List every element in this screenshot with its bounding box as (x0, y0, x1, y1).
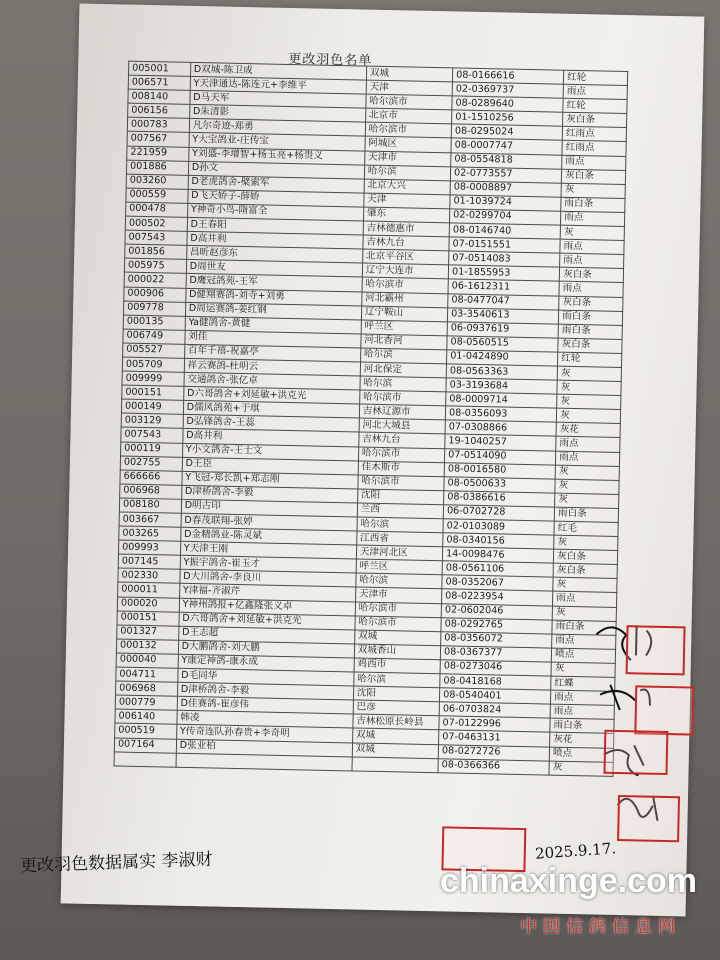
feather-color-cell: 雨白条 (552, 620, 616, 635)
band-id-cell: 08-0289640 (452, 96, 563, 112)
feather-color-cell: 灰 (555, 493, 619, 508)
owner-name-cell: D高井利 (187, 231, 363, 249)
ring-number-cell: 000783 (127, 117, 189, 132)
ring-number-cell: 221959 (127, 146, 189, 161)
ring-number-cell: 005709 (122, 357, 184, 372)
ring-number-cell: 000135 (123, 315, 185, 330)
owner-name-cell: D高井利 (182, 429, 358, 447)
ring-number-cell: 002330 (118, 568, 180, 583)
band-id-cell: 08-0561106 (442, 561, 553, 577)
ring-number-cell: 000478 (126, 202, 188, 217)
region-cell: 巴彦 (353, 700, 440, 716)
feather-color-cell: 雨点 (552, 634, 616, 649)
owner-name-cell: D王臣 (182, 457, 358, 475)
feather-color-cell: 灰 (554, 535, 618, 550)
owner-name-cell: Y天津通达-陈连元+李维平 (190, 76, 366, 94)
feather-color-cell: 喷点 (549, 747, 613, 762)
band-id-cell: 06-1612311 (448, 279, 559, 295)
band-id-cell: 08-0008897 (450, 181, 561, 197)
ring-number-cell: 009778 (123, 301, 185, 316)
region-cell (352, 757, 439, 773)
feather-color-cell: 雨点 (553, 592, 617, 607)
band-id-cell: 07-0122996 (439, 716, 550, 732)
owner-name-cell: D王志超 (178, 626, 354, 644)
owner-name-cell: Y康定神鸽-康永成 (178, 654, 354, 672)
owner-name-cell: 交通鸽舍-张亿卓 (184, 372, 360, 390)
ring-number-cell: 001327 (117, 625, 179, 640)
feather-color-cell: 雨点 (562, 155, 626, 170)
region-cell: 兰西 (357, 503, 444, 519)
feather-color-cell: 灰白条 (553, 563, 617, 578)
footer-date: 2025.9.17. (534, 839, 617, 863)
feather-color-cell: 灰 (555, 465, 619, 480)
region-cell: 呼兰区 (356, 559, 443, 575)
owner-name-cell: D毛同华 (177, 668, 353, 686)
region-cell: 天津 (366, 80, 453, 96)
feather-color-cell: 雨点 (550, 690, 614, 705)
ring-number-cell: 009993 (118, 540, 180, 555)
ring-number-cell: 003260 (126, 174, 188, 189)
owner-name-cell: D朱清影 (189, 105, 365, 123)
ring-number-cell: 007164 (114, 737, 176, 752)
region-cell: 哈尔滨市 (359, 390, 446, 406)
feather-color-cell: 雨点 (559, 282, 623, 297)
owner-name-cell: Y津福-齐淑芹 (179, 584, 355, 602)
owner-name-cell: D周世友 (186, 260, 362, 278)
region-cell: 哈尔滨市 (355, 602, 442, 618)
region-cell: 天津河北区 (356, 545, 443, 561)
owner-name-cell: D王春阳 (187, 217, 363, 235)
region-cell: 哈尔滨市 (358, 475, 445, 491)
owner-name-cell: 韩凌 (177, 711, 353, 729)
owner-name-cell: 刘佳 (185, 330, 361, 348)
region-cell: 哈尔滨 (364, 165, 451, 181)
band-id-cell: 08-0500633 (444, 477, 555, 493)
owner-name-cell: 祥云赛鸽-杜明云 (184, 358, 360, 376)
region-cell: 肇东 (363, 207, 450, 223)
band-id-cell: 06-0702728 (443, 505, 554, 521)
ring-number-cell: 007567 (127, 132, 189, 147)
region-cell: 北京大兴 (364, 179, 451, 195)
ring-number-cell: 005527 (123, 343, 185, 358)
region-cell: 哈尔滨市 (362, 277, 449, 293)
region-cell: 哈尔滨市 (358, 447, 445, 463)
band-id-cell: 08-0554818 (451, 152, 562, 168)
region-cell: 北京平谷区 (362, 249, 449, 265)
ring-number-cell: 000151 (117, 611, 179, 626)
ring-number-cell: 008140 (128, 89, 190, 104)
owner-name-cell: Y神奇小鸟-隋富全 (187, 203, 363, 221)
owner-name-cell: Y神州鸽报+亿鑫隆张义卓 (179, 598, 355, 616)
band-id-cell: 08-0386616 (444, 491, 555, 507)
document-sheet (61, 4, 705, 917)
owner-name-cell: Y传奇连队孙春贵+李奇明 (176, 725, 352, 743)
region-cell: 哈尔滨 (357, 517, 444, 533)
owner-name-cell: D金精鸽业-陈灵斌 (180, 527, 356, 545)
region-cell: 哈尔滨 (360, 348, 447, 364)
region-cell: 辽宁大连市 (362, 263, 449, 279)
region-cell: 江西省 (356, 531, 443, 547)
region-cell: 辽宁鞍山 (361, 306, 448, 322)
feather-color-cell: 灰 (551, 662, 615, 677)
feather-color-cell: 雨白条 (550, 718, 614, 733)
band-id-cell: 02-0299704 (450, 209, 561, 225)
ring-number-cell: 005001 (129, 61, 191, 76)
feather-color-cell: 雨白条 (561, 197, 625, 212)
region-cell: 河北霸州 (361, 292, 448, 308)
ring-number-cell: 005975 (124, 258, 186, 273)
owner-name-cell: 昌昕赵彦东 (186, 246, 362, 264)
feather-color-cell: 灰 (555, 479, 619, 494)
region-cell: 鸡西市 (354, 658, 441, 674)
region-cell: 双城 (352, 728, 439, 744)
band-id-cell: 08-0016580 (444, 462, 555, 478)
owner-name-cell: Y大宝鸽业-庄传宝 (189, 133, 365, 151)
band-id-cell: 08-0272726 (438, 744, 549, 760)
ring-number-cell: 006571 (128, 75, 190, 90)
region-cell: 沈阳 (353, 686, 440, 702)
owner-name-cell: 百年千禧-祝嘉亭 (184, 344, 360, 362)
ring-number-cell: 000502 (125, 216, 187, 231)
ring-number-cell: 003265 (119, 526, 181, 541)
band-id-cell: 06-0703824 (439, 702, 550, 718)
band-id-cell: 07-0308866 (445, 420, 556, 436)
ring-number-cell: 002755 (120, 456, 182, 471)
owner-name-cell: D飞天娇子-薛娇 (188, 189, 364, 207)
watermark-domain: chinaxinge.com (440, 862, 697, 900)
band-id-cell: 06-0937619 (447, 322, 558, 338)
band-id-cell: 08-0356072 (441, 632, 552, 648)
feather-color-cell: 雨白条 (554, 507, 618, 522)
feather-color-cell: 雨点 (560, 239, 624, 254)
red-stamp (617, 795, 680, 842)
feather-color-cell: 灰白条 (559, 296, 623, 311)
band-id-cell: 01-1510256 (452, 110, 563, 126)
feather-color-cell: 雨点 (550, 704, 614, 719)
owner-name-cell: D六哥鸽舍+刘延敏+洪克光 (183, 386, 359, 404)
feather-color-cell: 红雨点 (562, 141, 626, 156)
region-cell: 吉林辽源市 (359, 404, 446, 420)
ring-number-cell: 008180 (119, 498, 181, 513)
region-cell: 阿城区 (365, 137, 452, 153)
region-cell: 呼兰区 (361, 320, 448, 336)
feather-color-cell: 灰 (560, 225, 624, 240)
red-stamp (626, 625, 686, 675)
band-id-cell: 08-0340156 (443, 533, 554, 549)
ring-number-cell: 006968 (116, 681, 178, 696)
feather-color-cell: 红毛 (554, 521, 618, 536)
owner-name-cell: D春茂联翔-张婷 (181, 513, 357, 531)
region-cell: 吉林九台 (363, 235, 450, 251)
feather-color-cell: 雨点 (563, 84, 627, 99)
band-id-cell: 14-0098476 (442, 547, 553, 563)
ring-number-cell: 000011 (118, 582, 180, 597)
owner-name-cell: D明古印 (181, 499, 357, 517)
ring-number-cell: 000779 (115, 695, 177, 710)
band-id-cell: 02-0369737 (452, 82, 563, 98)
ring-number-cell: 006968 (120, 484, 182, 499)
owner-name-cell: D鹰冠鸽苑-王军 (186, 274, 362, 292)
owner-name-cell (176, 753, 352, 771)
region-cell: 哈尔滨市 (366, 94, 453, 110)
region-cell: 双城香山 (354, 644, 441, 660)
owner-name-cell: Y刘盛-李增智+杨玉亮+杨贵义 (188, 147, 364, 165)
feather-color-cell: 红轮 (558, 352, 622, 367)
band-id-cell: 07-0463131 (439, 730, 550, 746)
band-id-cell: 03-3193684 (446, 378, 557, 394)
red-stamp (634, 685, 694, 735)
feather-color-cell: 雨点 (556, 437, 620, 452)
band-id-cell: 08-0560515 (447, 336, 558, 352)
owner-name-cell: D孙文 (188, 161, 364, 179)
feather-color-cell: 灰花 (550, 732, 614, 747)
band-id-cell: 02-0602046 (441, 603, 552, 619)
ring-number-cell: 006749 (123, 329, 185, 344)
owner-name-cell: D津桥鸽舍-李毅 (177, 682, 353, 700)
region-cell: 河北大城县 (359, 418, 446, 434)
band-id-cell: 08-0352067 (442, 575, 553, 591)
ring-number-cell: 000040 (116, 653, 178, 668)
feather-color-cell: 雨点 (560, 253, 624, 268)
ring-number-cell: 000559 (126, 188, 188, 203)
band-id-cell: 08-0540401 (440, 688, 551, 704)
region-cell: 吉林九台 (358, 432, 445, 448)
ring-number-cell: 000119 (121, 442, 183, 457)
watermark-cn: 中国信鸽信息网 (520, 917, 681, 937)
owner-name-cell: D大川鸽舍-李良川 (180, 570, 356, 588)
region-cell: 哈尔滨市 (365, 122, 452, 138)
owner-name-cell: D六哥鸽舍+刘延敏+洪克光 (179, 612, 355, 630)
owner-name-cell: D大鹏鸽舍-刘大鹏 (178, 640, 354, 658)
ring-number-cell: 004711 (116, 667, 178, 682)
ring-number-cell: 007543 (125, 230, 187, 245)
feather-color-cell: 灰 (557, 366, 621, 381)
band-id-cell: 02-0773557 (450, 167, 561, 183)
owner-name-cell: D健翔赛鸽-刘寺+刘勇 (185, 288, 361, 306)
band-id-cell: 08-0295024 (451, 124, 562, 140)
ring-number-cell: 006140 (115, 709, 177, 724)
ring-number-cell: 666666 (120, 470, 182, 485)
feather-color-cell: 灰 (557, 394, 621, 409)
feather-color-cell: 喷点 (551, 648, 615, 663)
ring-number-cell: 001856 (125, 244, 187, 259)
feather-color-cell: 红雨点 (562, 127, 626, 142)
owner-name-cell: D双城-陈卫成 (190, 62, 366, 80)
band-id-cell: 07-0151551 (449, 237, 560, 253)
region-cell: 沈阳 (357, 489, 444, 505)
band-id-cell: 08-0366366 (438, 758, 549, 774)
band-id-cell: 07-0514090 (445, 448, 556, 464)
ring-number-cell: 009999 (122, 371, 184, 386)
owner-name-cell: Y飞冠-郑长凯+郑志刚 (182, 471, 358, 489)
region-cell: 哈尔滨 (353, 672, 440, 688)
owner-name-cell: D弘锋鸽舍-王蕊 (183, 415, 359, 433)
owner-name-cell: D老虎鸽舍-檗索军 (188, 175, 364, 193)
band-id-cell: 08-0418168 (440, 674, 551, 690)
owner-name-cell: 凡尔奇迹-郑勇 (189, 119, 365, 137)
band-id-cell: 08-0563363 (446, 364, 557, 380)
ring-number-cell: 000020 (117, 597, 179, 612)
region-cell: 双城 (352, 742, 439, 758)
owner-name-cell: D张业柏 (176, 739, 352, 757)
region-cell: 吉林松原长岭县 (353, 714, 440, 730)
document-title: 更改羽色名单 (288, 51, 373, 69)
ring-number-cell (114, 752, 176, 767)
owner-name-cell: D儒风鸽苑+于琪 (183, 401, 359, 419)
band-id-cell: 02-0103089 (443, 519, 554, 535)
owner-name-cell: D周运赛鸽-姜红钢 (185, 302, 361, 320)
band-id-cell: 08-0477047 (448, 293, 559, 309)
feather-color-cell: 灰白条 (553, 549, 617, 564)
feather-color-cell: 灰 (556, 408, 620, 423)
feather-color-cell: 红蝶 (551, 676, 615, 691)
region-cell: 哈尔滨 (360, 376, 447, 392)
band-id-cell: 01-1855953 (448, 265, 559, 281)
band-id-cell: 08-0292765 (441, 617, 552, 633)
red-stamp (603, 730, 668, 775)
region-cell: 天津市 (364, 151, 451, 167)
feather-color-cell: 红轮 (563, 98, 627, 113)
region-cell: 吉林德惠市 (363, 221, 450, 237)
ring-number-cell: 003667 (119, 512, 181, 527)
owner-name-cell: D津桥鸽舍-李毅 (181, 485, 357, 503)
band-id-cell: 08-0166616 (452, 68, 563, 84)
ring-number-cell: 000022 (124, 272, 186, 287)
region-cell: 北京市 (365, 108, 452, 124)
ring-number-cell: 001886 (126, 160, 188, 175)
band-id-cell: 08-0223954 (442, 589, 553, 605)
feather-color-cell: 灰 (552, 606, 616, 621)
feather-color-cell: 灰花 (556, 422, 620, 437)
feather-color-cell: 灰白条 (563, 112, 627, 127)
footer-note: 更改羽色数据属实 李淑财 (19, 849, 213, 877)
region-cell: 河北保定 (360, 362, 447, 378)
region-cell: 双城 (354, 630, 441, 646)
region-cell: 天津市 (355, 587, 442, 603)
band-id-cell: 01-0424890 (447, 350, 558, 366)
band-id-cell: 03-3540613 (447, 307, 558, 323)
feather-color-cell: 雨白条 (558, 324, 622, 339)
feather-color-cell: 雨点 (561, 211, 625, 226)
ring-number-cell: 003129 (121, 413, 183, 428)
ring-number-cell: 000132 (116, 639, 178, 654)
ring-number-cell: 006156 (128, 103, 190, 118)
feather-color-cell: 雨点 (556, 451, 620, 466)
band-id-cell: 08-0146740 (449, 223, 560, 239)
band-id-cell: 07-0514083 (449, 251, 560, 267)
band-id-cell: 19-1040257 (445, 434, 556, 450)
color-change-table (114, 61, 629, 777)
band-id-cell: 08-0367377 (440, 646, 551, 662)
feather-color-cell: 灰白条 (558, 338, 622, 353)
owner-name-cell: Y小文鸽舍-王士文 (182, 443, 358, 461)
band-id-cell: 08-0356093 (445, 406, 556, 422)
region-cell: 双城 (366, 66, 453, 82)
band-id-cell: 08-0273046 (440, 660, 551, 676)
band-id-cell: 08-0009714 (446, 392, 557, 408)
region-cell: 天津 (364, 193, 451, 209)
owner-name-cell: Ya健鸽舍-黄健 (185, 316, 361, 334)
owner-name-cell: D佳赛鸽-崔彦伟 (177, 696, 353, 714)
feather-color-cell: 灰白条 (559, 267, 623, 282)
region-cell: 哈尔滨 (356, 573, 443, 589)
feather-color-cell: 灰 (549, 761, 613, 776)
feather-color-cell: 灰 (557, 380, 621, 395)
owner-name-cell: Y天津王刚 (180, 541, 356, 559)
band-id-cell: 08-0007747 (451, 138, 562, 154)
ring-number-cell: 000149 (121, 399, 183, 414)
region-cell: 河北香河 (361, 334, 448, 350)
feather-color-cell: 雨白条 (558, 310, 622, 325)
region-cell: 佳木斯市 (358, 461, 445, 477)
ring-number-cell: 000151 (122, 385, 184, 400)
region-cell: 哈尔滨市 (355, 616, 442, 632)
feather-color-cell: 红轮 (563, 70, 627, 85)
ring-number-cell: 000519 (115, 723, 177, 738)
ring-number-cell: 000906 (124, 287, 186, 302)
band-id-cell: 01-1039724 (450, 195, 561, 211)
feather-color-cell: 灰 (561, 183, 625, 198)
ring-number-cell: 007145 (118, 554, 180, 569)
owner-name-cell: D马天军 (190, 91, 366, 109)
ring-number-cell: 007543 (121, 427, 183, 442)
owner-name-cell: Y振宇鸽舍-崔玉才 (180, 556, 356, 574)
feather-color-cell: 灰白条 (561, 169, 625, 184)
feather-color-cell: 灰 (553, 577, 617, 592)
